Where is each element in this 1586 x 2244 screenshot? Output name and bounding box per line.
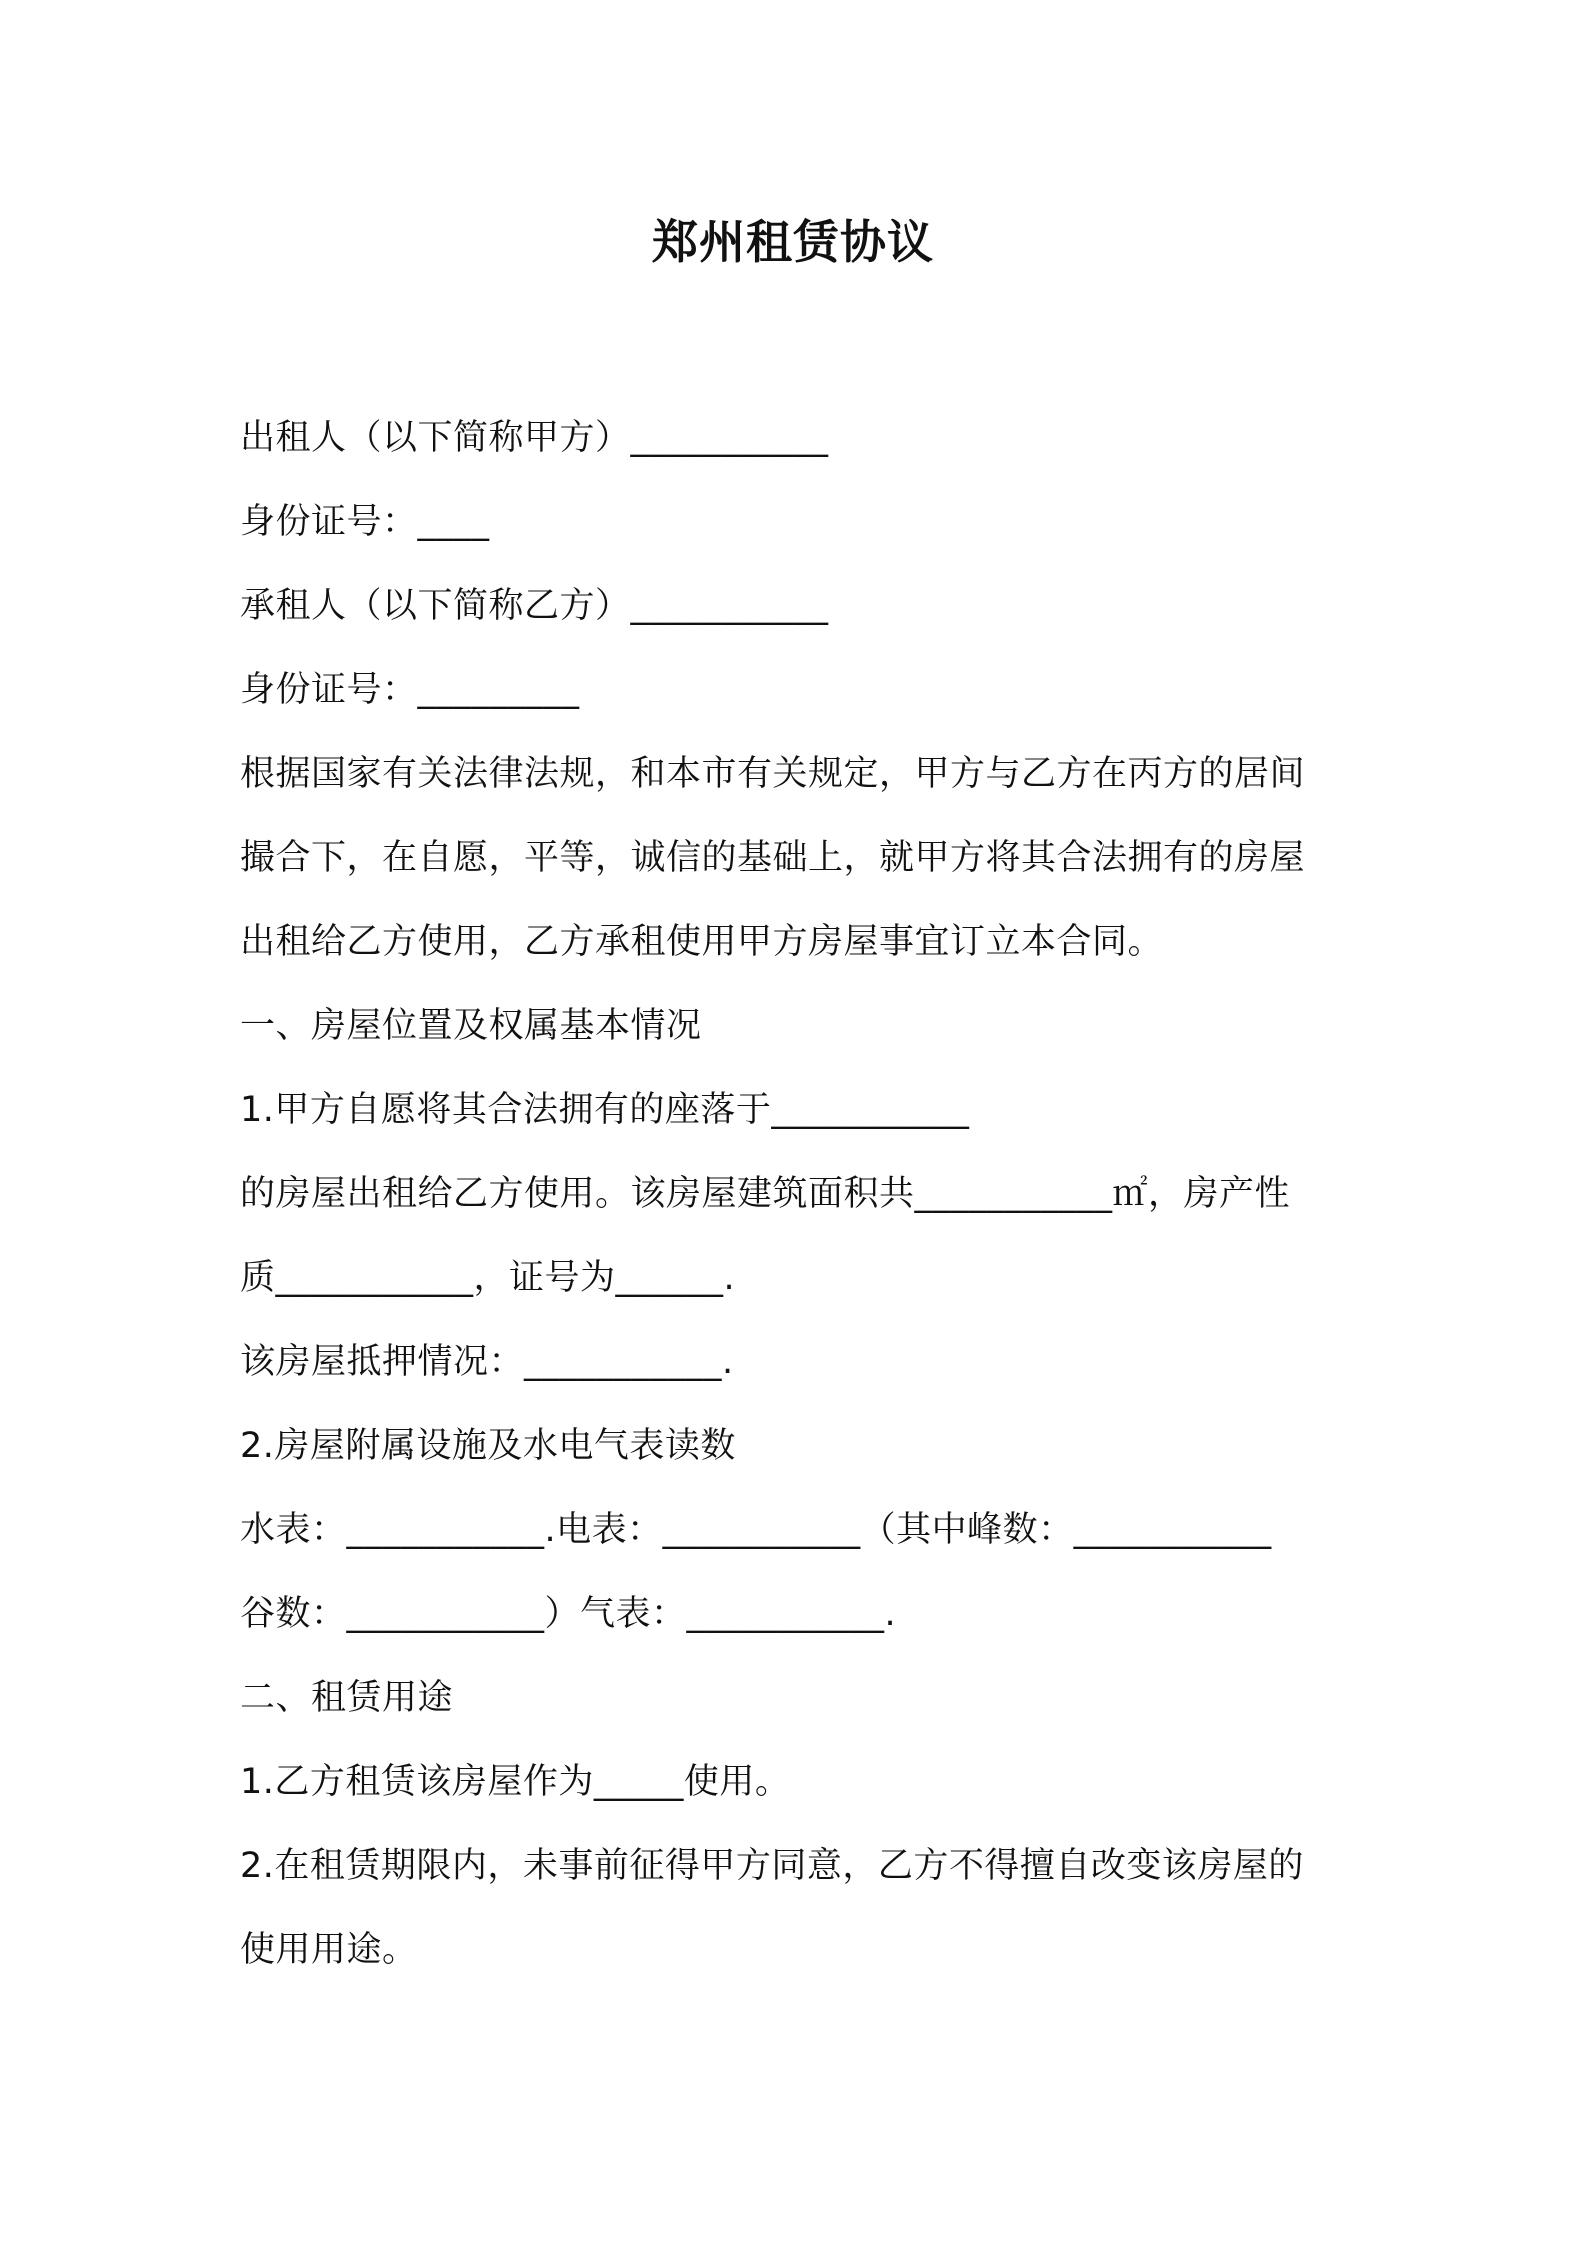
clause-2-2-line-2: 使用用途。 — [240, 1930, 418, 1970]
section-heading-2: 二、租赁用途 — [240, 1678, 454, 1718]
meter-readings-line-2: 谷数：___________）气表：___________. — [240, 1594, 897, 1634]
meter-readings-line-1: 水表：___________.电表：___________（其中峰数：___________ — [240, 1510, 1272, 1550]
mortgage-line: 该房屋抵押情况：___________. — [240, 1342, 734, 1382]
lessee-id-line: 身份证号：_________ — [240, 670, 580, 710]
lessor-id-line: 身份证号：____ — [240, 502, 490, 542]
clause-1-1-line-1: 1.甲方自愿将其合法拥有的座落于___________ — [240, 1090, 970, 1130]
clause-2-2-line-1: 2.在租赁期限内，未事前征得甲方同意，乙方不得擅自改变该房屋的 — [240, 1846, 1304, 1886]
preamble-line-3: 出租给乙方使用，乙方承租使用甲方房屋事宜订立本合同。 — [240, 922, 1164, 962]
clause-1-2-heading: 2.房屋附属设施及水电气表读数 — [240, 1426, 736, 1466]
preamble-line-1: 根据国家有关法律法规，和本市有关规定，甲方与乙方在丙方的居间 — [240, 754, 1306, 794]
section-heading-1: 一、房屋位置及权属基本情况 — [240, 1006, 702, 1046]
document-title: 郑州租赁协议 — [652, 215, 934, 269]
clause-1-1-line-3: 质___________，证号为______. — [240, 1258, 736, 1298]
lessor-line: 出租人（以下简称甲方）___________ — [240, 418, 829, 458]
clause-1-1-line-2: 的房屋出租给乙方使用。该房屋建筑面积共___________㎡，房产性 — [240, 1174, 1291, 1214]
lessee-line: 承租人（以下简称乙方）___________ — [240, 586, 829, 626]
clause-2-1: 1.乙方租赁该房屋作为_____使用。 — [240, 1762, 791, 1802]
preamble-line-2: 撮合下，在自愿，平等，诚信的基础上，就甲方将其合法拥有的房屋 — [240, 838, 1306, 878]
